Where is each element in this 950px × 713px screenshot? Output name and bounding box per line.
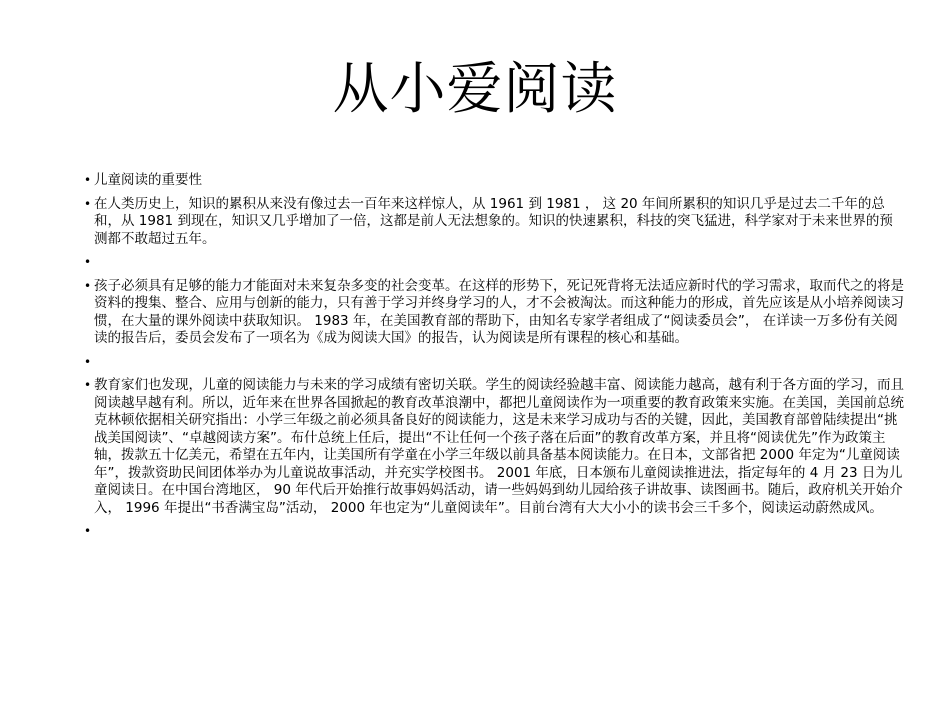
slide-body <box>84 172 904 547</box>
bullet-item-empty <box>84 354 904 372</box>
bullet-item <box>84 377 904 517</box>
bullet-marker: • <box>84 378 92 392</box>
bullet-marker: • <box>84 524 92 538</box>
bullet-marker: • <box>84 278 92 293</box>
bullet-item-empty <box>84 254 904 272</box>
bullet-item <box>84 172 904 190</box>
bullet-item <box>84 196 904 249</box>
slide-title: 从小爱阅读 <box>332 57 618 122</box>
bullet-marker: • <box>84 354 92 369</box>
bullet-item <box>84 278 904 348</box>
bullet-marker: • <box>84 255 92 269</box>
bullet-marker: • <box>84 196 92 211</box>
bullet-text: 孩子必须具有足够的能力才能面对未来复杂多变的社会变革。在这样的形势下，死记死背将无法适应新时代的学习需求，取而代之的将是资料的搜集、整合、应用与创新的能力，只有善于学习并终身学习的人，才不会被淘汰。而这种能力的形成，首先应该是从小培养阅读习惯，在大量的课外阅读中获取知识。 1983 年，在美国教育部的帮助下，由知名专家学者组成了“阅读委员会”， 在详读一万多份有关阅读的报告后，委员会发布了一项名为《成为阅读大国》的报告，认为阅读是所有课程的核心和基础。 <box>94 277 904 346</box>
bullet-text: 儿童阅读的重要性 <box>94 172 202 188</box>
bullet-marker: • <box>84 173 92 187</box>
bullet-text: 在人类历史上，知识的累积从来没有像过去一百年来这样惊人，从 1961 到 1981 ， 这 20 年间所累积的知识几乎是过去二千年的总和，从 1981 到现在，知识又几乎增加了一倍，这都是前人无法想象的。知识的快速累积，科技的突飞猛进，科学家对于未来世界的预测都不敢超过五年。 <box>94 195 893 247</box>
bullet-text: 教育家们也发现，儿童的阅读能力与未来的学习成绩有密切关联。学生的阅读经验越丰富、阅读能力越高，越有利于各方面的学习，而且阅读越早越有利。所以，近年来在世界各国掀起的教育改革浪潮中，都把儿童阅读作为一项重要的教育政策来实施。在美国，美国前总统克林顿依据相关研究指出：小学三年级之前必须具备良好的阅读能力，这是未来学习成功与否的关键，因此，美国教育部曾陆续提出“挑战美国阅读”、“卓越阅读方案”。布什总统上任后，提出“不让任何一个孩子落在后面”的教育改革方案，并且将“阅读优先”作为政策主轴，拨款五十亿美元，希望在五年内，让美国所有学童在小学三年级以前具备基本阅读能力。在日本，文部省把 2000 年定为“儿童阅读年”，拨款资助民间团体举办为儿童说故事活动，并充实学校图书。 2001 年底，日本颁布儿童阅读推进法，指定每年的 4 月 23 日为儿童阅读日。在中国台湾地区， 90 年代后开始推行故事妈妈活动，请一些妈妈到幼儿园给孩子讲故事、读图画书。随后，政府机关开始介入， 1996 年提出“书香满宝岛”活动， 2000 年也定为“儿童阅读年”。目前台湾有大大小小的读书会三千多个，阅读运动蔚然成风。 <box>94 377 904 516</box>
bullet-item-empty <box>84 523 904 541</box>
